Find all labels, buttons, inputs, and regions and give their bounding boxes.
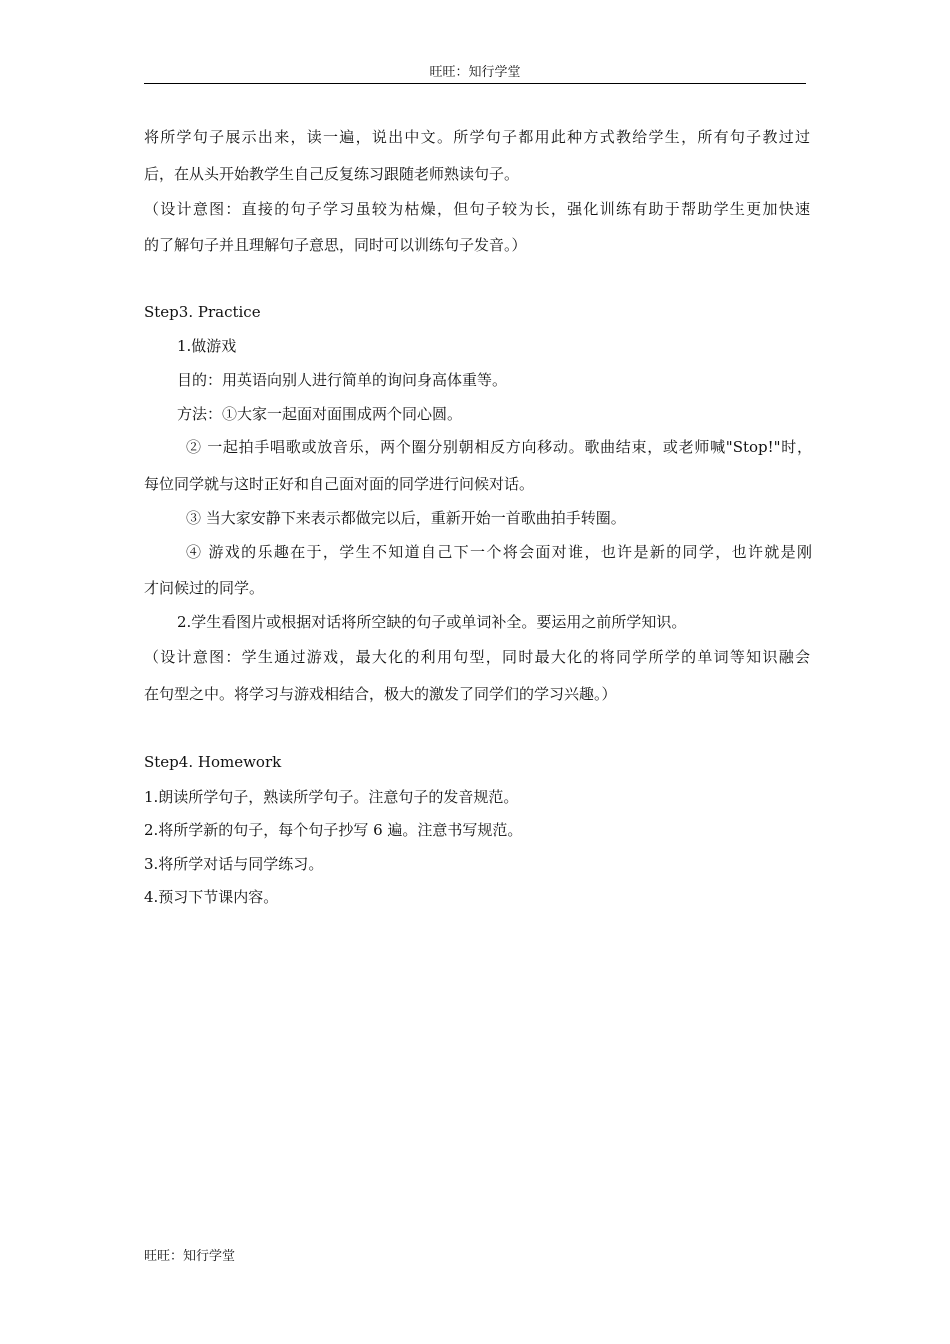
design-intent-line: 的了解句子并且理解句子意思，同时可以训练句子发音。） — [144, 236, 527, 254]
practice-method-step: ③ 当大家安静下来表示都做完以后，重新开始一首歌曲拍手转圈。 — [186, 509, 626, 527]
page-footer: 旺旺：知行学堂 — [144, 1249, 236, 1264]
page-header: 旺旺：知行学堂 — [429, 65, 521, 80]
paragraph-line: 后，在从头开始教学生自己反复练习跟随老师熟读句子。 — [144, 165, 520, 183]
homework-item: 3.将所学对话与同学练习。 — [144, 855, 324, 873]
practice-method-step: ② 一起拍手唱歌或放音乐，两个圈分别朝相反方向移动。歌曲结束，或老师喊"Stop!"时， — [186, 438, 812, 456]
paragraph-line: 将所学句子展示出来，读一遍，说出中文。所学句子都用此种方式教给学生，所有句子教过过 — [144, 128, 810, 146]
step3-heading: Step3. Practice — [144, 303, 261, 321]
homework-item: 1.朗读所学句子，熟读所学句子。注意句子的发音规范。 — [144, 788, 519, 806]
design-intent-line: （设计意图：直接的句子学习虽较为枯燥，但句子较为长，强化训练有助于帮助学生更加快速 — [144, 200, 810, 218]
practice-purpose: 目的：用英语向别人进行简单的询问身高体重等。 — [177, 371, 508, 389]
design-intent-line: （设计意图：学生通过游戏，最大化的利用句型，同时最大化的将同学所学的单词等知识融会 — [144, 648, 810, 666]
practice-method-step: 每位同学就与这时正好和自己面对面的同学进行问候对话。 — [144, 475, 535, 493]
practice-item: 1.做游戏 — [177, 337, 237, 355]
practice-method: 方法：①大家一起面对面围成两个同心圆。 — [177, 405, 463, 423]
homework-item: 4.预习下节课内容。 — [144, 888, 279, 906]
practice-method-step: 才问候过的同学。 — [144, 579, 265, 597]
design-intent-line: 在句型之中。将学习与游戏相结合，极大的激发了同学们的学习兴趣。） — [144, 685, 617, 703]
header-rule — [144, 83, 806, 84]
homework-item: 2.将所学新的句子，每个句子抄写 6 遍。注意书写规范。 — [144, 821, 523, 839]
practice-item: 2.学生看图片或根据对话将所空缺的句子或单词补全。要运用之前所学知识。 — [177, 613, 687, 631]
step4-heading: Step4. Homework — [144, 753, 282, 771]
practice-method-step: ④ 游戏的乐趣在于，学生不知道自己下一个将会面对谁，也许是新的同学，也许就是刚 — [186, 543, 812, 561]
